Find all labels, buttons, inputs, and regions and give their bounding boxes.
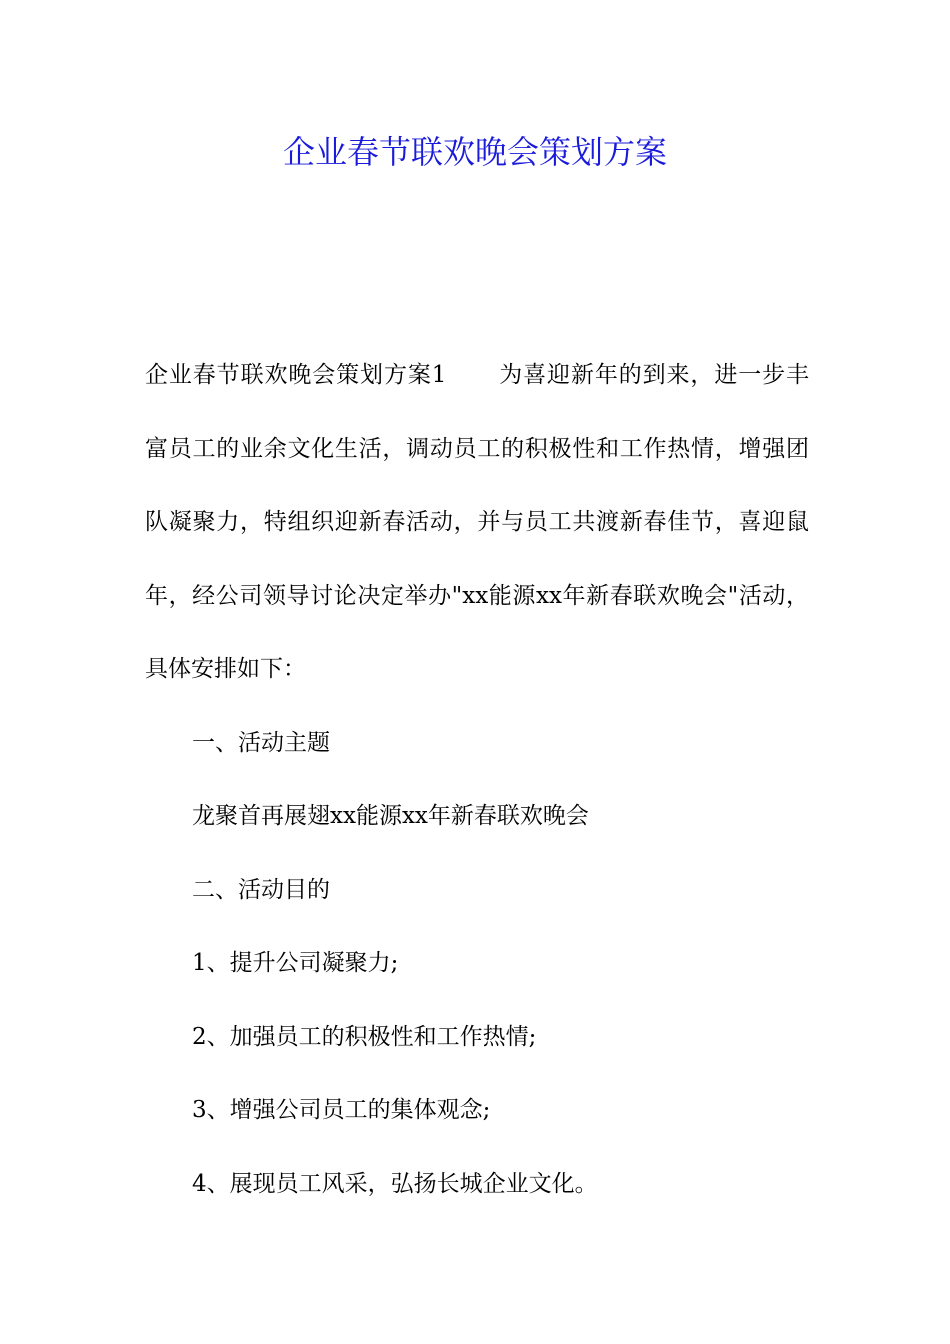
document-title: 企业春节联欢晚会策划方案 bbox=[282, 133, 667, 171]
intro-paragraph bbox=[145, 339, 809, 707]
section-heading-goals: 二、活动目的 bbox=[192, 876, 330, 903]
document-body bbox=[145, 339, 809, 1221]
intro-text: 为喜迎新年的到来，进一步丰富员工的业余文化生活，调动员工的积极性和工作热情，增强团队凝聚力，特组织迎新春活动，并与员工共渡新春佳节，喜迎鼠年，经公司领导讨论决定举办"xx能源xx年新春联欢晚会"活动，具体安排如下： bbox=[145, 362, 810, 682]
intro-heading: 企业春节联欢晚会策划方案1 bbox=[145, 362, 447, 388]
goal-item-2: 2、加强员工的积极性和工作热情; bbox=[192, 1023, 537, 1050]
theme-text: 龙聚首再展翅xx能源xx年新春联欢晚会 bbox=[192, 803, 589, 829]
goal-item-4: 4、展现员工风采，弘扬长城企业文化。 bbox=[192, 1170, 598, 1197]
section-heading-theme: 一、活动主题 bbox=[192, 729, 330, 756]
goal-item-1: 1、提升公司凝聚力; bbox=[192, 950, 399, 976]
goal-item-3: 3、增强公司员工的集体观念; bbox=[192, 1097, 491, 1123]
